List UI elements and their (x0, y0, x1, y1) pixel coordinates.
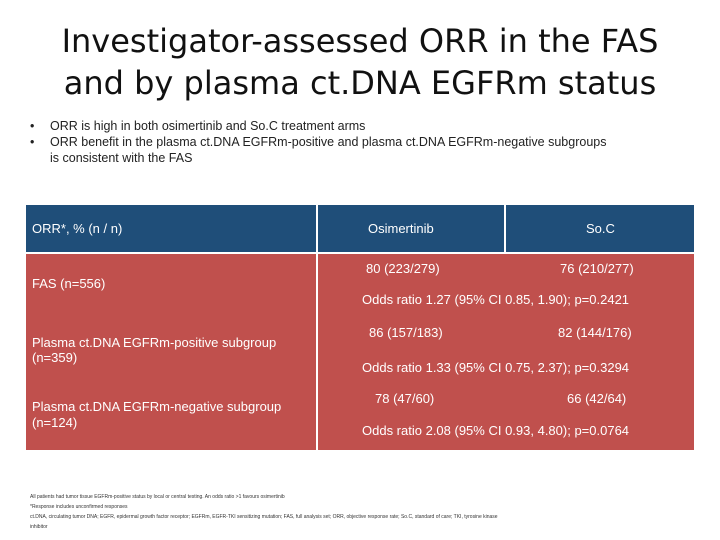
bullet-text: ORR benefit in the plasma ct.DNA EGFRm-positive and plasma ct.DNA EGFRm-negative subgroups (50, 135, 607, 149)
footnote-line: ct.DNA, circulating tumor DNA; EGFR, epidermal growth factor receptor; EGFRm, EGFR-TKI sensitizing mutation; FAS, full analysis set; ORR, objective response rate; So.C, standard of care; TKI, tyrosine kinase (30, 514, 498, 520)
row-positive-label-line-2: (n=359) (32, 350, 78, 365)
bullet-marker: • (30, 135, 35, 149)
footnote-line: All patients had tumor tissue EGFRm-positive status by local or central testing. An odds ratio >1 favours osimertinib (30, 494, 285, 500)
bullet-text: ORR is high in both osimertinib and So.C treatment arms (50, 119, 366, 133)
row-positive-osimertinib: 86 (157/183) (369, 325, 443, 340)
row-negative-odds: Odds ratio 2.08 (95% CI 0.93, 4.80); p=0.0764 (362, 423, 630, 438)
row-fas-osimertinib: 80 (223/279) (366, 261, 440, 276)
bullet-continuation (30, 150, 700, 166)
bullet-item (30, 134, 700, 150)
bullet-list (30, 118, 700, 166)
row-fas-soc: 76 (210/277) (560, 261, 634, 276)
footnotes (30, 492, 700, 532)
row-negative-label-line-2: (n=124) (32, 415, 78, 430)
bullet-item (30, 118, 700, 134)
bullet-marker: • (30, 119, 35, 133)
footnote-line: *Response includes unconfirmed responses (30, 504, 128, 510)
table-header-soc: So.C (586, 221, 615, 236)
row-fas-label: FAS (n=556) (32, 276, 106, 291)
table-header-label: ORR*, % (n / n) (32, 221, 123, 236)
row-negative-soc: 66 (42/64) (567, 391, 627, 406)
slide-title (0, 20, 720, 104)
table-body-values (318, 254, 694, 450)
orr-table (26, 205, 694, 450)
bullet-text: is consistent with the FAS (50, 151, 193, 165)
table-header-osimertinib: Osimertinib (368, 221, 434, 236)
row-negative-label-line-1: Plasma ct.DNA EGFRm-negative subgroup (32, 399, 282, 414)
row-fas-odds: Odds ratio 1.27 (95% CI 0.85, 1.90); p=0.2421 (362, 292, 630, 307)
footnote-line: inhibitor (30, 524, 48, 530)
row-positive-odds: Odds ratio 1.33 (95% CI 0.75, 2.37); p=0.3294 (362, 360, 630, 375)
row-negative-osimertinib: 78 (47/60) (375, 391, 435, 406)
title-line-1: Investigator-assessed ORR in the FAS (61, 22, 659, 60)
row-positive-label-line-1: Plasma ct.DNA EGFRm-positive subgroup (32, 335, 277, 350)
title-line-2: and by plasma ct.DNA EGFRm status (63, 64, 657, 102)
row-positive-soc: 82 (144/176) (558, 325, 632, 340)
